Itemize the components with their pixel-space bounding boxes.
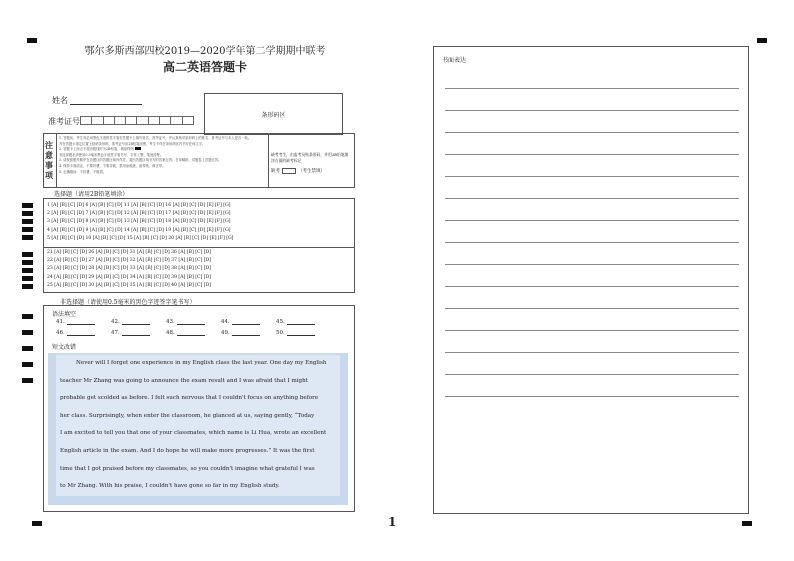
absent-checkbox[interactable]	[282, 168, 296, 174]
mcq-row[interactable]: 1 [A] [B] [C] [D] 6 [A] [B] [C] [D] 11 [A] [B] [C] [D] 16 [A] [B] [C] [D] [E] [F] [G]	[47, 203, 231, 208]
absent-hint: （考生禁填）	[298, 169, 325, 174]
row-mark	[22, 203, 33, 208]
row-mark	[22, 362, 33, 367]
mcq-row[interactable]: 2 [A] [B] [C] [D] 7 [A] [B] [C] [D] 12 [A] [B] [C] [D] 17 [A] [B] [C] [D] [E] [F] [G]	[47, 211, 231, 217]
answer-sheet-title: 高二英语答题卡	[162, 60, 247, 74]
blank-line[interactable]	[122, 335, 150, 336]
blank-number: 43.	[166, 319, 175, 325]
row-mark	[22, 330, 33, 335]
page-number: 1	[388, 515, 397, 529]
essay-line[interactable]	[445, 242, 739, 243]
mcq-row[interactable]: 21 [A] [B] [C] [D] 26 [A] [B] [C] [D] 31 [A] [B] [C] [D] 36 [A] [B] [C] [D]	[47, 250, 212, 255]
passage-line[interactable]: her class. Surprisingly, when enter the classroom, he glanced at us, saying gently, “Today	[56, 408, 340, 426]
blank-number: 49.	[221, 330, 230, 336]
notice-heading: 注意事项	[44, 134, 57, 187]
blank-number: 42.	[111, 319, 120, 325]
mcq-row[interactable]: 25 [A] [B] [C] [D] 30 [A] [B] [C] [D] 35 [A] [B] [C] [D] 40 [A] [B] [C] [D]	[47, 282, 212, 288]
correction-label: 短文改错	[52, 344, 77, 351]
passage-line[interactable]: time that I got praised before my classmates, so you couldn't imagine what grateful I was	[56, 461, 340, 479]
blank-line[interactable]	[67, 324, 95, 325]
row-mark	[22, 211, 33, 216]
timing-mark-top-left	[27, 38, 37, 43]
essay-line[interactable]	[445, 352, 739, 353]
row-mark	[22, 219, 33, 224]
mcq-row[interactable]: 22 [A] [B] [C] [D] 27 [A] [B] [C] [D] 32 [A] [B] [C] [D] 37 [A] [B] [C] [D]	[47, 258, 212, 264]
blank-number: 44.	[221, 319, 230, 325]
grammar-label: 语法填空	[52, 311, 77, 318]
passage-line[interactable]: teacher Mr Zhang was going to announce the exam result and I was afraid that I might	[56, 373, 340, 391]
nonmcq-heading: 非选择题（请使用0.5毫米的黑色字迹签字笔书写）	[60, 299, 196, 306]
essay-line[interactable]	[445, 308, 739, 309]
row-mark	[22, 260, 33, 265]
blank-line[interactable]	[177, 335, 205, 336]
blank-line[interactable]	[122, 324, 150, 325]
essay-line[interactable]	[445, 286, 739, 287]
blank-line[interactable]	[287, 324, 315, 325]
blank-line[interactable]	[232, 335, 260, 336]
blank-number: 50.	[276, 330, 285, 336]
absent-note: 缺考考生，由监考员贴条形码，并用2B铅笔填涂右面的缺考标记	[271, 152, 349, 163]
essay-line[interactable]	[445, 88, 739, 89]
essay-line[interactable]	[445, 330, 739, 331]
row-mark	[22, 314, 33, 319]
passage-line[interactable]: to Mr Zhang. With his praise, I couldn't have gone so far in my English study.	[56, 478, 340, 496]
writing-box	[433, 46, 749, 514]
row-mark	[22, 227, 33, 232]
mcq-heading: 选择题（请用2B铅笔填涂）	[54, 191, 129, 198]
essay-line[interactable]	[445, 374, 739, 375]
essay-line[interactable]	[445, 154, 739, 155]
timing-mark-bottom-right	[742, 521, 752, 526]
barcode-area	[204, 93, 343, 135]
blank-number: 41.	[56, 319, 65, 325]
passage-line[interactable]: I am excited to tell you that one of your classmates, which name is Li Hua, wrote an excellent	[56, 425, 340, 443]
blank-number: 47.	[111, 330, 120, 336]
row-mark	[22, 378, 33, 383]
name-label: 姓名	[52, 96, 68, 105]
passage-line[interactable]: probable get scolded as before. I felt such nervous that I couldn't focus on anything before	[56, 390, 340, 408]
correction-passage[interactable]	[48, 353, 348, 505]
absent-label: 缺考	[271, 169, 280, 174]
blank-line[interactable]	[67, 335, 95, 336]
mcq-row[interactable]: 24 [A] [B] [C] [D] 29 [A] [B] [C] [D] 34 [A] [B] [C] [D] 39 [A] [B] [C] [D]	[47, 274, 212, 280]
blank-line[interactable]	[232, 324, 260, 325]
blank-number: 46.	[56, 330, 65, 336]
row-mark	[22, 252, 33, 257]
essay-line[interactable]	[445, 396, 739, 397]
essay-line[interactable]	[445, 220, 739, 221]
row-mark	[22, 276, 33, 281]
timing-mark-bottom-left	[32, 521, 42, 526]
mcq-row[interactable]: 3 [A] [B] [C] [D] 8 [A] [B] [C] [D] 13 [A] [B] [C] [D] 18 [A] [B] [C] [D] [E] [F] [G]	[47, 219, 231, 225]
notice-text: 1. 答题前，考生务必用黑色字迹的签字笔在答题卡上填写姓名、准考证号，并认真核对条形码上的姓名、准考证号与本人是否一致。 并在答题卡指定位置上粘贴条形码，准考证号用2B铅笔涂黑，考生不得在条形码区内书写任何文字。 2. 答题卡上涂点不超出框线时为2B铅笔，填涂样例 非选择题必须使用0.5毫米黑色字迹签字笔书写，字体工整、笔迹清楚。 3. 请按照题号顺序在各题目的答题区域内作答，超出答题区域书写的答案无效；在草稿纸、试题卷上答题无效。 4. 保持卡面清洁，不要折叠、不要弄破，禁用涂改液、胶带纸、修正带。 5. 正确填涂：不折叠，不破损。	[59, 136, 252, 174]
exam-title: 鄂尔多斯西部四校2019—2020学年第二学期期中联考	[84, 46, 326, 57]
row-mark	[22, 268, 33, 273]
essay-line[interactable]	[445, 176, 739, 177]
blank-line[interactable]	[177, 324, 205, 325]
blank-line[interactable]	[287, 335, 315, 336]
passage-line[interactable]: English article in the exam. And I do hope he will make more progresses.” It was the first	[56, 443, 340, 461]
exam-number-label: 准考证号	[48, 117, 80, 126]
mcq-box-1	[43, 198, 355, 248]
essay-line[interactable]	[445, 198, 739, 199]
mcq-row[interactable]: 5 [A] [B] [C] [D] 10 [A] [B] [C] [D] 15 [A] [B] [C] [D] 20 [A] [B] [C] [D] [E] [F] [G]	[47, 235, 234, 241]
exam-number-boxes[interactable]	[80, 116, 194, 125]
essay-line[interactable]	[445, 264, 739, 265]
passage-line[interactable]: Never will I forget one experience in my English class the last year. One day my English	[56, 355, 340, 373]
name-field[interactable]	[70, 104, 142, 105]
blank-number: 48.	[166, 330, 175, 336]
notice-box	[43, 133, 355, 188]
essay-line[interactable]	[445, 132, 739, 133]
timing-mark-top-right	[757, 38, 767, 43]
mcq-box-2	[43, 246, 355, 293]
row-mark	[22, 284, 33, 289]
essay-line[interactable]	[445, 110, 739, 111]
blank-number: 45.	[276, 319, 285, 325]
barcode-label: 条形码区	[261, 112, 286, 119]
mcq-row[interactable]: 4 [A] [B] [C] [D] 9 [A] [B] [C] [D] 14 [A] [B] [C] [D] 19 [A] [B] [C] [D] [E] [F] [G]	[47, 227, 231, 233]
blank-row-1	[56, 319, 346, 325]
mcq-row[interactable]: 23 [A] [B] [C] [D] 28 [A] [B] [C] [D] 33 [A] [B] [C] [D] 38 [A] [B] [C] [D]	[47, 266, 212, 272]
row-mark	[22, 235, 33, 240]
blank-row-2	[56, 330, 346, 336]
writing-label: 书面表达	[442, 57, 467, 64]
fill-sample	[135, 147, 141, 150]
row-mark	[22, 346, 33, 351]
